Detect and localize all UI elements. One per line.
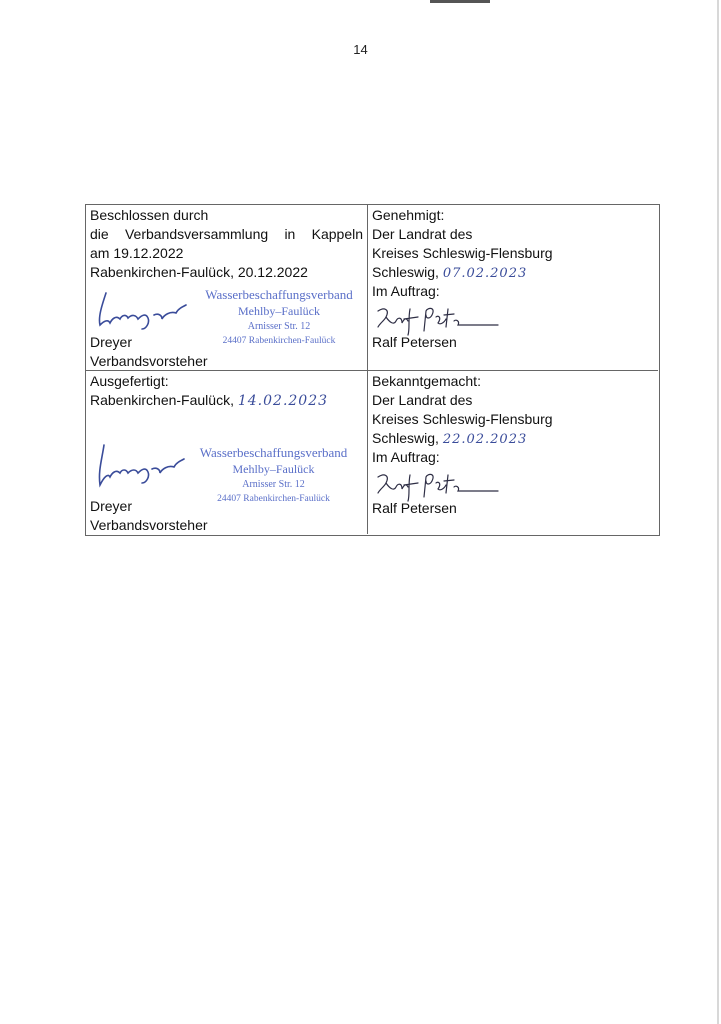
- published-place: Schleswig,: [372, 430, 439, 446]
- procedure-signature-table: [85, 204, 660, 536]
- stamp-subname: Mehlby–Faulück: [232, 462, 315, 476]
- executed-signer-title: Verbandsvorsteher: [90, 517, 208, 533]
- executed-heading: Ausgefertigt:: [90, 373, 169, 389]
- page-number: 14: [353, 42, 368, 57]
- approved-place: Schleswig,: [372, 264, 439, 280]
- published-authority: Der Landrat des: [372, 392, 473, 408]
- stamp-subname: Mehlby–Faulück: [238, 304, 320, 318]
- resolved-assembly: die Verbandsversammlung in Kappeln: [90, 226, 363, 242]
- stamp-name: Wasserbeschaffungsverband: [205, 287, 353, 302]
- stamp-street: Arnisser Str. 12: [242, 479, 305, 490]
- resolved-signer-name: Dreyer: [90, 334, 133, 350]
- executed-handwritten-date: 14.02.2023: [237, 393, 329, 409]
- cell-published: [368, 371, 658, 534]
- stamp-name: Wasserbeschaffungsverband: [199, 445, 348, 460]
- association-stamp-1: [194, 287, 364, 349]
- cell-approved: [368, 205, 658, 371]
- approved-district: Kreises Schleswig-Flensburg: [372, 245, 553, 261]
- approved-place-date: [372, 263, 527, 283]
- approved-signer-name: Ralf Petersen: [372, 334, 457, 350]
- executed-place-date: [90, 391, 328, 411]
- approved-authority: Der Landrat des: [372, 226, 473, 242]
- cell-resolved: [86, 205, 368, 371]
- resolved-date: am 19.12.2022: [90, 245, 184, 261]
- approved-heading: Genehmigt:: [372, 207, 445, 223]
- association-stamp-2: [186, 445, 361, 507]
- approved-handwritten-date: 07.02.2023: [442, 266, 528, 281]
- executed-signer-name: Dreyer: [90, 498, 133, 514]
- scan-right-edge: [717, 0, 719, 1024]
- dreyer-signature-1: [92, 285, 192, 335]
- petersen-signature-1: [374, 301, 504, 337]
- petersen-signature-2: [374, 467, 504, 503]
- published-handwritten-date: 22.02.2023: [442, 432, 528, 447]
- published-district: Kreises Schleswig-Flensburg: [372, 411, 553, 427]
- scan-top-mark: [430, 0, 490, 3]
- stamp-city: 24407 Rabenkirchen-Faulück: [217, 494, 330, 504]
- stamp-city: 24407 Rabenkirchen-Faulück: [222, 336, 336, 346]
- resolved-signer-title: Verbandsvorsteher: [90, 353, 208, 369]
- stamp-street: Arnisser Str. 12: [247, 321, 311, 332]
- dreyer-signature-2: [90, 441, 190, 491]
- published-on-behalf: Im Auftrag:: [372, 449, 440, 465]
- published-signer-name: Ralf Petersen: [372, 500, 457, 516]
- approved-on-behalf: Im Auftrag:: [372, 283, 440, 299]
- executed-place: Rabenkirchen-Faulück,: [90, 392, 234, 408]
- cell-executed: [86, 371, 368, 534]
- published-heading: Bekanntgemacht:: [372, 373, 481, 389]
- published-place-date: [372, 429, 527, 449]
- resolved-heading: Beschlossen durch: [90, 207, 209, 223]
- resolved-place-date: Rabenkirchen-Faulück, 20.12.2022: [90, 264, 308, 280]
